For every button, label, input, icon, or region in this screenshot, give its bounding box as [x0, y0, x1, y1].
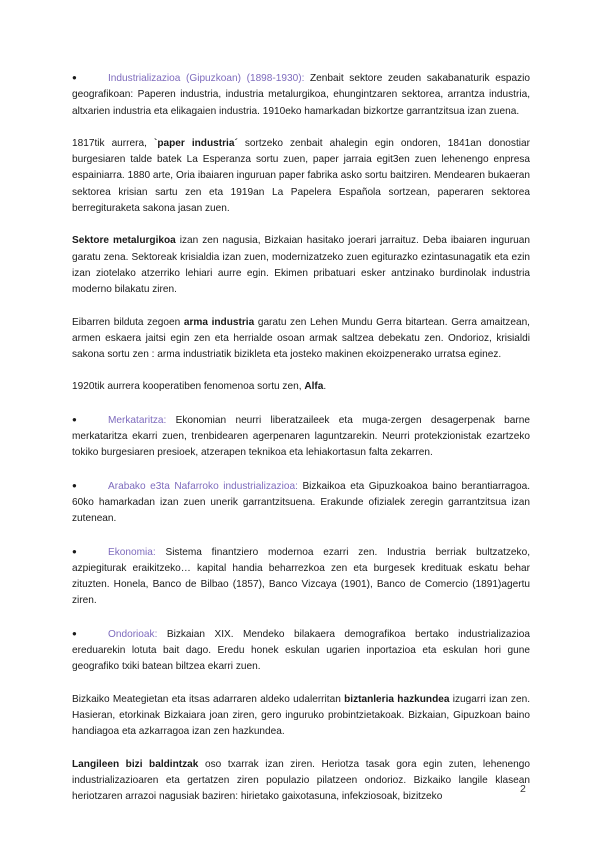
paragraph-commerce — [72, 412, 530, 462]
bullet-icon: ● — [72, 628, 77, 638]
paragraph-text: garatu zen Lehen Mundu Gerra bitartean. Gerra amaitzean, armen eskaera jaitsi egin zen eta herrialde osoan armak saltzea debekatu zen. Ondorioz, krisialdi sakona sortu zen : arma industriatik bizikleta eta josteko makinen ekoizpenerako urratsa eginez. — [72, 316, 530, 361]
bold-term: `paper industria´ — [153, 137, 238, 149]
paragraph-text: oso txarrak izan ziren. Heriotza tasak gora egin zuten, lehenengo industrializazioaren eta gertatzen ziren populazio pilatzeen ondorioz. Bizkaiko langile klasean heriotzaren arrazoi nagusiak baziren: hirietako gaixotasuna, infekziosoak, bizitzeko — [72, 758, 530, 803]
paragraph-text: Ekonomian neurri liberatzaileek eta muga-zergen desagerpenak barne merkataritza ekarri zuen, trenbidearen agerpenaren laguntzarekin. Neurri protekzionistak ezartzeko tokiko burgesiaren presioek, atzerapen teknikoa eta lehiakortasun falta zekarren. — [72, 414, 530, 459]
paragraph-cooperatives — [72, 379, 530, 395]
paragraph-living-conditions — [72, 757, 530, 806]
bullet-icon: ● — [72, 480, 77, 490]
section-heading: Merkataritza: — [108, 414, 167, 426]
document-body — [72, 70, 530, 821]
paragraph-text: Sistema finantziero modernoa ezarri zen. Industria berriak bultzatzeko, azpiegiturak eraikitzeko… kapital handia beharrezkoa zen eta burgesek kredituak eskatu behar zituzten. Honela, Banco de Bilbao (1857), Banco Vizcaya (1901), Banco de Comercio (1891)agertu ziren. — [72, 546, 530, 607]
paragraph-text: Bizkaiko Meategietan eta itsas adarraren aldeko udalerritan — [72, 693, 345, 705]
page-number: 2 — [520, 783, 526, 795]
paragraph-text: 1817tik aurrera, — [72, 137, 154, 149]
paragraph-population-growth — [72, 692, 530, 741]
paragraph-gipuzkoa-industrialization — [72, 70, 530, 120]
bold-term: Alfa — [304, 381, 324, 393]
section-heading: Arabako e3ta Nafarroko industrializazioa: — [108, 480, 298, 492]
paragraph-text: . — [323, 381, 327, 393]
paragraph-text: izan zen nagusia, Bizkaian hasitako joerari jarraituz. Deba ibaiaren inguruan garatu zena. Sektoreak krisialdia izan zuen, modernizatzeko zuen egiturazko ezintasunagatik eta ezin izan ziotelako atzerriko lehiari aurre egin. Ekimen pribatuari esker antzinako burdinolak industria moderno bilakatu ziren. — [72, 235, 530, 296]
bold-term: arma industria — [183, 316, 255, 328]
bold-term: Langileen bizi baldintzak — [72, 758, 199, 770]
section-heading: Ekonomia: — [108, 546, 156, 558]
paragraph-paper-industry — [72, 136, 530, 217]
paragraph-text: izugarri izan zen. Hasieran, etorkinak Bizkaiara joan ziren, gero inguruko probintzietakoak. Bizkaian, Gipuzkoan baino handiagoa eta azkarragoa izan zen hazkundea. — [72, 693, 531, 738]
paragraph-metallurgy — [72, 233, 530, 298]
section-heading: Industrializazioa (Gipuzkoan) (1898-1930): — [108, 73, 305, 84]
paragraph-consequences — [72, 626, 530, 676]
paragraph-arms-industry — [72, 315, 530, 364]
bullet-icon: ● — [72, 414, 77, 424]
paragraph-alava-navarre — [72, 478, 530, 528]
bullet-icon: ● — [72, 546, 77, 556]
paragraph-text: sortzeko zenbait ahalegin egin ondoren, 1841an donostiar burgesiaren talde batek La Esperanza sortu zuen, paper jarraia egit3en zuen lehenengo enpresa espainiarra. 1880 arte, Oria ibaiaren inguruan paper fabrika asko sortu baitziren. Mendearen bukaeran sektorea krisian sartu zen eta 1919an La Papelera Española sortzean, paperaren sektorea berregituraketa sakona jasan zuen. — [72, 137, 530, 215]
paragraph-economy — [72, 544, 530, 610]
paragraph-text: Eibarren bilduta zegoen — [72, 316, 184, 328]
paragraph-text: Bizkaian XIX. Mendeko bilakaera demografikoa bertako industrializazioa ereduarekin lotuta bait dago. Eredu honek eskulan ugarien inportazioa eta eskulan hori gune geografiko txiki batean biltzea ekarri zuen. — [72, 628, 530, 673]
paragraph-text: Zenbait sektore zeuden sakabanaturik espazio geografikoan: Paperen industria, industria metalurgikoa, ehungintzaren sektorea, arrantza industria, altxarien industria eta elikagaien industria. 1910eko hamarkadan bizkortze garrantzitsua izan zuena. — [72, 73, 530, 117]
paragraph-text: 1920tik aurrera kooperatiben fenomenoa sortu zen, — [72, 381, 305, 393]
section-heading: Ondorioak: — [108, 628, 158, 640]
bold-term: biztanleria hazkundea — [344, 693, 450, 705]
paragraph-text: Bizkaikoa eta Gipuzkoakoa baino berantiarragoa. 60ko hamarkadan izan zuen unerik garrantzitsuena. Erakunde ofizialek zeregin garrantzitsua izan zutenean. — [72, 480, 530, 525]
bullet-icon: ● — [72, 73, 77, 82]
bold-term: Sektore metalurgikoa — [72, 235, 176, 247]
